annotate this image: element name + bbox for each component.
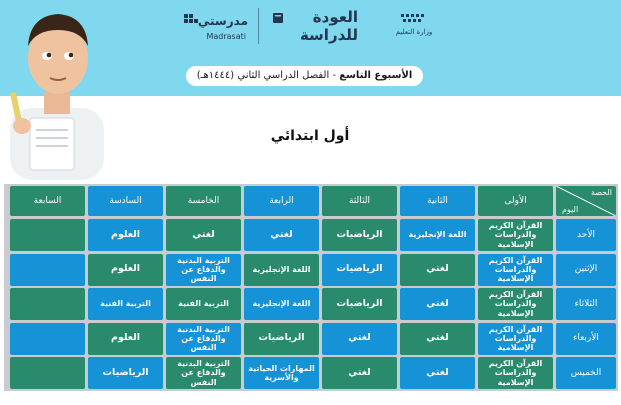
schedule-cell: لغتي — [322, 323, 397, 355]
schedule-cell — [10, 357, 85, 389]
schedule-cell: لغتي — [400, 288, 475, 320]
ministry-logo-text: وزارة التعليم — [395, 28, 433, 36]
schedule-cell: القرآن الكريم والدراسات الإسلامية — [478, 254, 553, 286]
semester-label: الفصل الدراسي الثاني (١٤٤٤هـ) — [196, 70, 330, 81]
book-icon — [272, 12, 284, 24]
schedule-cell: لغتي — [244, 219, 319, 251]
schedule-cell: القرآن الكريم والدراسات الإسلامية — [478, 219, 553, 251]
day-label-5: الخميس — [556, 357, 616, 389]
schedule-cell: العلوم — [88, 219, 163, 251]
ministry-mark-icon — [399, 12, 429, 26]
schedule-cell: القرآن الكريم والدراسات الإسلامية — [478, 288, 553, 320]
corner-period-label: الحصة — [590, 188, 612, 197]
table-corner — [556, 186, 616, 216]
schedule-cell: الرياضيات — [88, 357, 163, 389]
period-header-3: الثالثة — [322, 186, 397, 216]
ministry-logo — [385, 10, 443, 44]
schedule-cell: لغتي — [166, 219, 241, 251]
day-label-1: الأحد — [556, 219, 616, 251]
schedule-cell: الرياضيات — [244, 323, 319, 355]
schedule-cell: اللغة الإنجليزية — [400, 219, 475, 251]
period-header-4: الرابعة — [244, 186, 319, 216]
schedule-cell — [10, 219, 85, 251]
schedule-table — [4, 184, 618, 391]
schedule-cell: الرياضيات — [322, 254, 397, 286]
week-label: الأسبوع التاسع — [339, 70, 413, 81]
schedule-cell: العلوم — [88, 254, 163, 286]
week-banner — [186, 66, 423, 86]
schedule-cell: القرآن الكريم والدراسات الإسلامية — [478, 357, 553, 389]
schedule-cell: التربية البدنية والدفاع عن النفس — [166, 323, 241, 355]
madrasati-arabic: مدرستي — [197, 14, 248, 28]
back-to-school-line2: للدراسة — [299, 26, 358, 44]
day-label-3: الثلاثاء — [556, 288, 616, 320]
schedule-cell: التربية الفنية — [166, 288, 241, 320]
day-label-2: الإثنين — [556, 254, 616, 286]
period-header-1: الأولى — [478, 186, 553, 216]
schedule-cell: لغتي — [400, 254, 475, 286]
madrasati-english: Madrasati — [206, 32, 246, 41]
schedule-cell: اللغة الإنجليزية — [244, 254, 319, 286]
period-header-6: السادسة — [88, 186, 163, 216]
schedule-cell: لغتي — [400, 323, 475, 355]
schedule-cell: الرياضيات — [322, 288, 397, 320]
schedule-cell — [10, 323, 85, 355]
schedule-cell: العلوم — [88, 323, 163, 355]
student-illustration — [0, 0, 110, 180]
bottom-strip — [0, 394, 621, 405]
week-separator: - — [329, 70, 340, 81]
back-to-school-logo — [270, 6, 370, 46]
period-header-2: الثانية — [400, 186, 475, 216]
schedule-cell: التربية البدنية والدفاع عن النفس — [166, 357, 241, 389]
schedule-cell: التربية البدنية والدفاع عن النفس — [166, 254, 241, 286]
logo-divider — [258, 8, 259, 44]
period-header-5: الخامسة — [166, 186, 241, 216]
schedule-cell: الرياضيات — [322, 219, 397, 251]
schedule-cell: لغتي — [322, 357, 397, 389]
schedule-cell: القرآن الكريم والدراسات الإسلامية — [478, 323, 553, 355]
schedule-cell: لغتي — [400, 357, 475, 389]
schedule-cell: اللغة الإنجليزية — [244, 288, 319, 320]
schedule-cell: التربية الفنية — [88, 288, 163, 320]
day-label-4: الأربعاء — [556, 323, 616, 355]
schedule-cell: المهارات الحياتية والأسرية — [244, 357, 319, 389]
corner-day-label: اليوم — [562, 205, 579, 214]
schedule-cell — [10, 254, 85, 286]
back-to-school-line1: العودة — [312, 8, 358, 26]
page-title: أول ابتدائي — [270, 128, 350, 144]
madrasati-logo — [184, 10, 248, 46]
schedule-cell — [10, 288, 85, 320]
period-header-7: السابعة — [10, 186, 85, 216]
